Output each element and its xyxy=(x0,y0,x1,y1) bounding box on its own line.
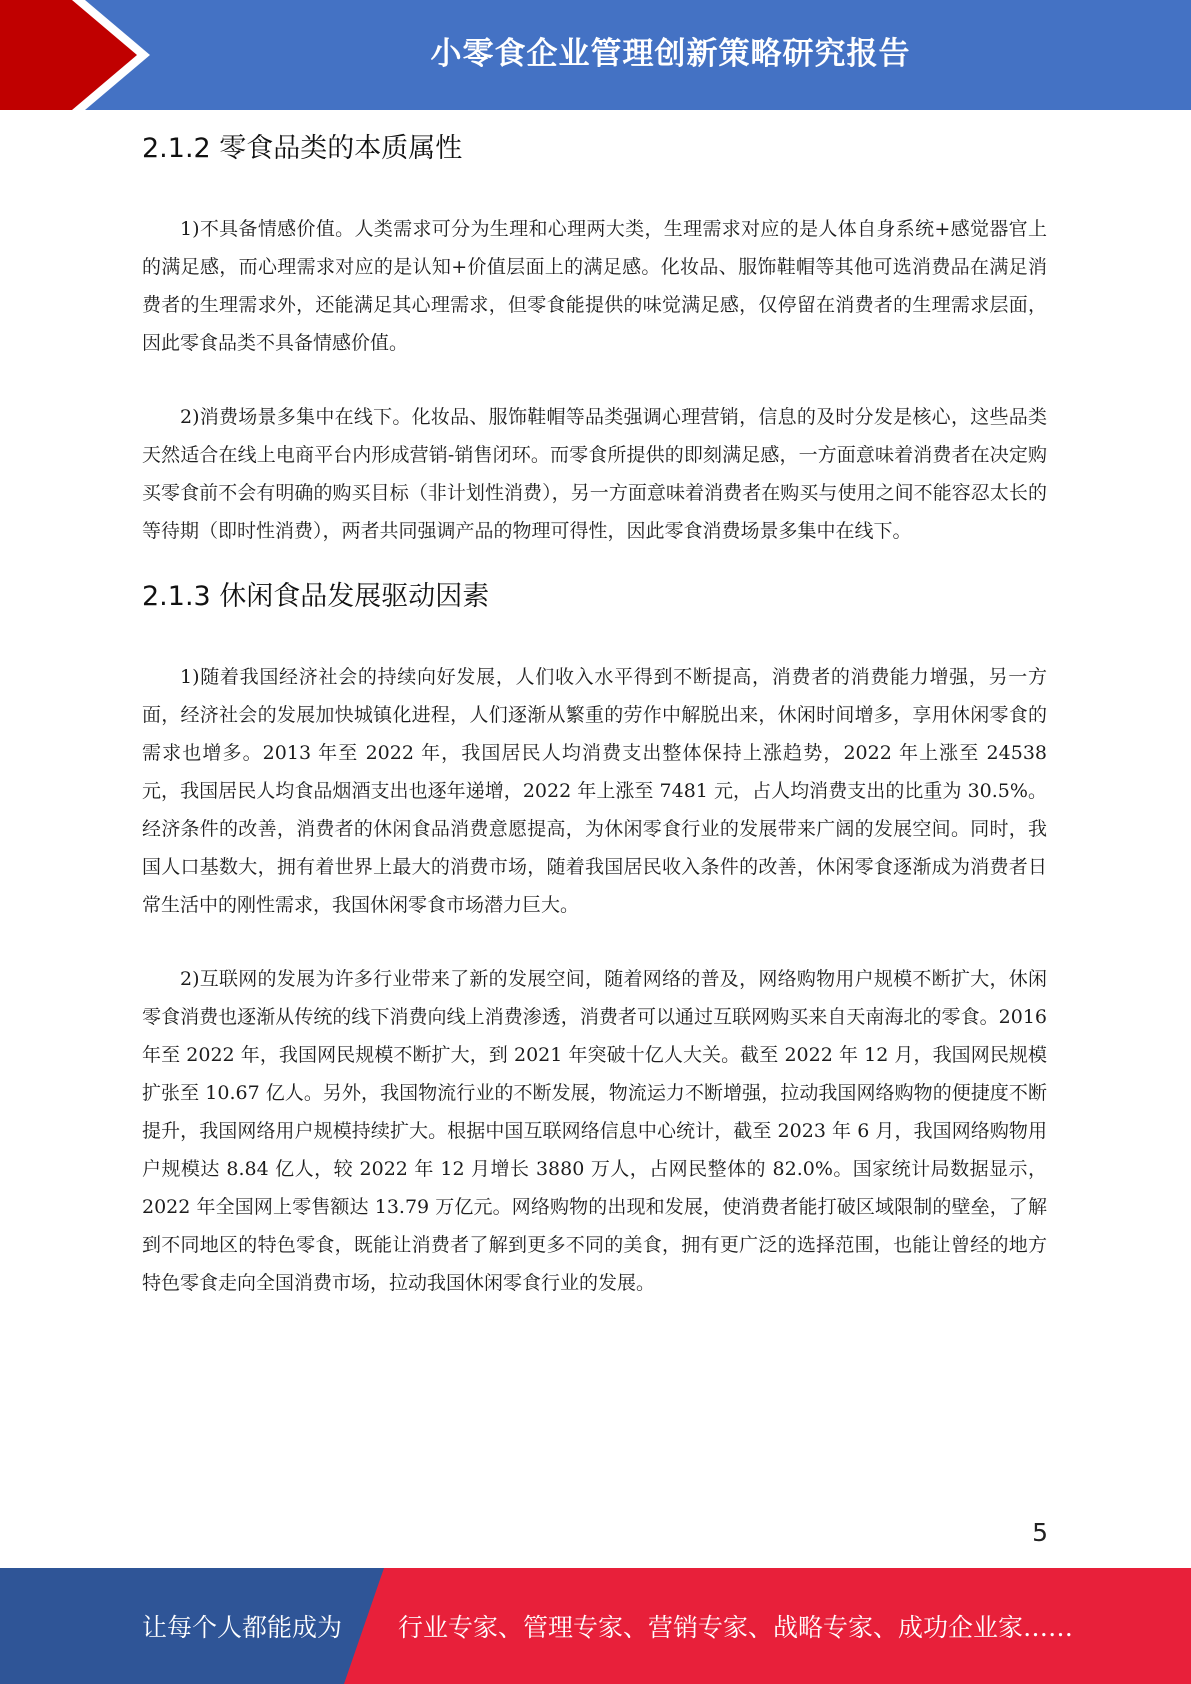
page-header xyxy=(0,0,1191,110)
paragraph: 2)消费场景多集中在线下。化妆品、服饰鞋帽等品类强调心理营销，信息的及时分发是核心，这些品类天然适合在线上电商平台内形成营销-销售闭环。而零食所提供的即刻满足感，一方面意味着消费者在决定购买零食前不会有明确的购买目标（非计划性消费），另一方面意味着消费者在购买与使用之间不能容忍太长的等待期（即时性消费），两者共同强调产品的物理可得性，因此零食消费场景多集中在线下。 xyxy=(142,406,1047,542)
document-body xyxy=(142,128,1047,1302)
footer-slogan-roles: 行业专家、管理专家、营销专家、战略专家、成功企业家…… xyxy=(398,1613,1074,1642)
footer-slogan-lead: 让每个人都能成为 xyxy=(142,1613,343,1642)
paragraph: 1)随着我国经济社会的持续向好发展，人们收入水平得到不断提高，消费者的消费能力增强，另一方面，经济社会的发展加快城镇化进程，人们逐渐从繁重的劳作中解脱出来，休闲时间增多，享用休闲零食的需求也增多。2013 年至 2022 年，我国居民人均消费支出整体保持上涨趋势，2022 年上涨至 24538 元，我国居民人均食品烟酒支出也逐年递增，2022 年上涨至 7481 元，占人均消费支出的比重为 30.5%。经济条件的改善，消费者的休闲食品消费意愿提高，为休闲零食行业的发展带来广阔的发展空间。同时，我国人口基数大，拥有着世界上最大的消费市场，随着我国居民收入条件的改善，休闲零食逐渐成为消费者日常生活中的刚性需求，我国休闲零食市场潜力巨大。 xyxy=(142,666,1047,916)
page-footer xyxy=(0,1568,1191,1684)
section-heading: 2.1.2 零食品类的本质属性 xyxy=(142,133,463,164)
section-heading: 2.1.3 休闲食品发展驱动因素 xyxy=(142,581,490,612)
paragraph: 1)不具备情感价值。人类需求可分为生理和心理两大类，生理需求对应的是人体自身系统+感觉器官上的满足感，而心理需求对应的是认知+价值层面上的满足感。化妆品、服饰鞋帽等其他可选消费品在满足消费者的生理需求外，还能满足其心理需求，但零食能提供的味觉满足感，仅停留在消费者的生理需求层面，因此零食品类不具备情感价值。 xyxy=(142,218,1047,354)
paragraph: 2)互联网的发展为许多行业带来了新的发展空间，随着网络的普及，网络购物用户规模不断扩大，休闲零食消费也逐渐从传统的线下消费向线上消费渗透，消费者可以通过互联网购买来自天南海北的零食。2016 年至 2022 年，我国网民规模不断扩大，到 2021 年突破十亿人大关。截至 2022 年 12 月，我国网民规模扩张至 10.67 亿人。另外，我国物流行业的不断发展，物流运力不断增强，拉动我国网络购物的便捷度不断提升，我国网络用户规模持续扩大。根据中国互联网络信息中心统计，截至 2023 年 6 月，我国网络购物用户规模达 8.84 亿人，较 2022 年 12 月增长 3880 万人，占网民整体的 82.0%。国家统计局数据显示，2022 年全国网上零售额达 13.79 万亿元。网络购物的出现和发展，使消费者能打破区域限制的壁垒，了解到不同地区的特色零食，既能让消费者了解到更多不同的美食，拥有更广泛的选择范围，也能让曾经的地方特色零食走向全国消费市场，拉动我国休闲零食行业的发展。 xyxy=(142,968,1047,1294)
report-title: 小零食企业管理创新策略研究报告 xyxy=(430,36,911,72)
page-number: 5 xyxy=(1032,1518,1048,1547)
